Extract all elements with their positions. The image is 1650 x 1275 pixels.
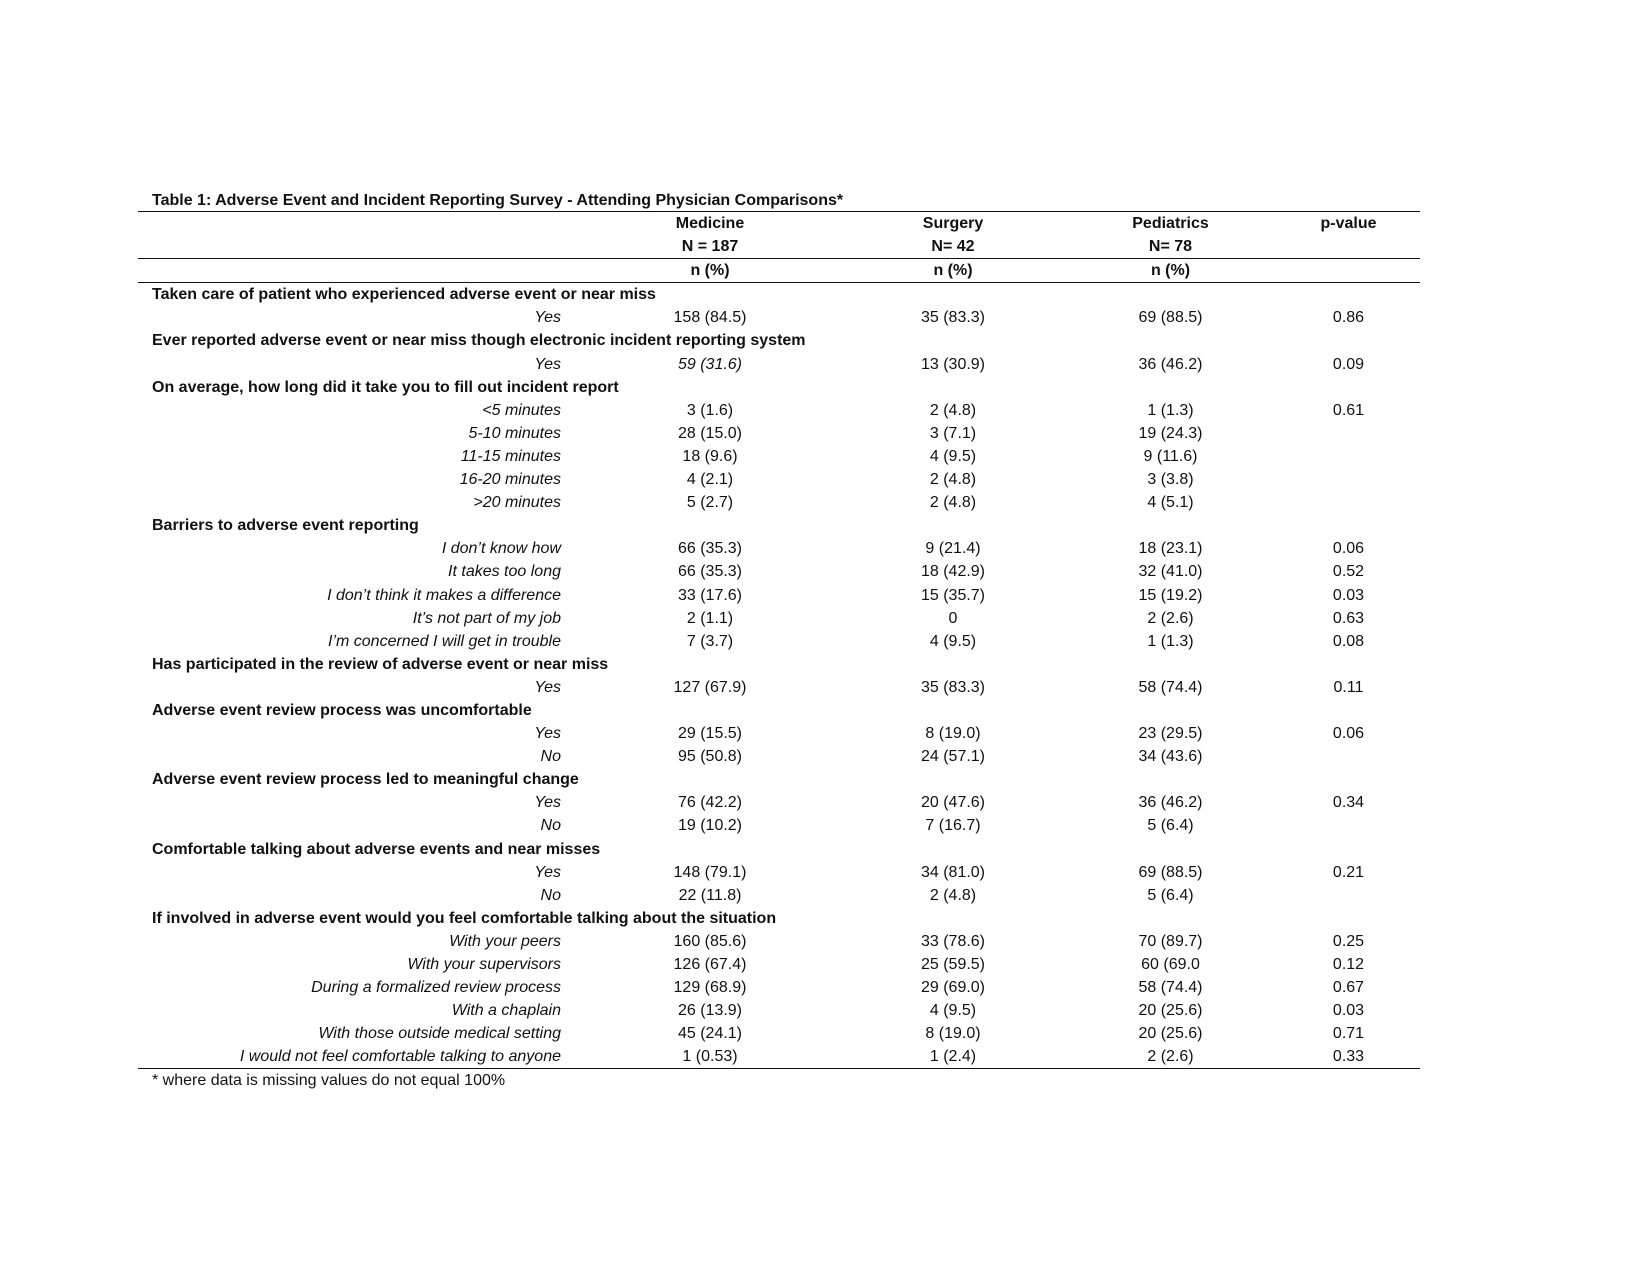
medicine-value: 18 (9.6) (682, 447, 738, 465)
surgery-value: 15 (35.7) (920, 586, 986, 604)
section-heading-row (138, 329, 1420, 352)
pediatrics-value: 69 (88.5) (1138, 863, 1203, 881)
table-row (138, 999, 1420, 1022)
table-row (138, 676, 1420, 699)
medicine-value: 76 (42.2) (677, 794, 743, 812)
pediatrics-value: 32 (41.0) (1138, 563, 1203, 581)
medicine-value: 2 (1.1) (686, 609, 734, 627)
p-value: 0.06 (1332, 725, 1365, 743)
surgery-value: 4 (9.5) (929, 1002, 977, 1020)
row-label: During a formalized review process (311, 979, 561, 997)
table-row (138, 722, 1420, 745)
pediatrics-value: 34 (43.6) (1138, 748, 1203, 766)
surgery-value: 4 (9.5) (929, 447, 977, 465)
header-blank (138, 212, 578, 236)
pediatrics-value: 58 (74.4) (1138, 979, 1203, 997)
pediatrics-value: 60 (69.0 (1141, 956, 1200, 973)
table-row (138, 884, 1420, 907)
section-heading: Barriers to adverse event reporting (152, 517, 419, 535)
section-heading: Adverse event review process was uncomfortable (152, 701, 532, 719)
medicine-value: 95 (50.8) (677, 748, 743, 766)
p-value: 0.08 (1332, 632, 1365, 650)
table-row (138, 560, 1420, 583)
header-surgery-n: N= 42 (931, 238, 975, 256)
medicine-value: 7 (3.7) (686, 632, 734, 650)
pediatrics-value: 15 (19.2) (1138, 586, 1203, 604)
row-label: I would not feel comfortable talking to anyone (138, 1045, 578, 1069)
surgery-value: 2 (4.8) (929, 401, 977, 419)
p-value: 0.71 (1332, 1025, 1365, 1043)
medicine-value: 148 (79.1) (673, 863, 747, 881)
table-footnote: * where data is missing values do not equal 100% (152, 1072, 506, 1090)
row-label: Yes (534, 794, 561, 812)
header-pediatrics: Pediatrics (1064, 212, 1277, 236)
medicine-value: 19 (10.2) (677, 817, 743, 835)
section-heading-row (138, 283, 1420, 307)
medicine-value: 66 (35.3) (677, 563, 743, 581)
p-value: 0.63 (1332, 609, 1365, 627)
pediatrics-value: 9 (11.6) (1143, 447, 1198, 465)
row-label: With your supervisors (407, 956, 561, 973)
medicine-value: 127 (67.9) (673, 678, 747, 696)
p-value: 0.03 (1332, 586, 1365, 604)
row-label: I don’t think it makes a difference (327, 586, 561, 604)
document-page (138, 190, 1420, 1093)
medicine-value: 59 (31.6) (677, 355, 743, 373)
surgery-value: 24 (57.1) (920, 748, 986, 766)
row-label: No (540, 886, 561, 904)
surgery-value: 8 (19.0) (925, 725, 981, 743)
pediatrics-value: 3 (3.8) (1147, 471, 1194, 489)
p-value: 0.06 (1332, 540, 1365, 558)
p-value (1277, 814, 1420, 837)
surgery-value: 3 (7.1) (929, 424, 977, 442)
medicine-value: 160 (85.6) (673, 932, 747, 950)
p-value: 0.67 (1332, 979, 1365, 997)
p-value (1277, 884, 1420, 907)
pediatrics-value: 2 (2.6) (1064, 1045, 1277, 1069)
medicine-value: 28 (15.0) (677, 424, 743, 442)
pediatrics-value: 2 (2.6) (1147, 609, 1194, 627)
table-title: Table 1: Adverse Event and Incident Reporting Survey - Attending Physician Comparisons* (152, 192, 844, 209)
row-label: 5-10 minutes (468, 424, 561, 442)
pediatrics-value: 23 (29.5) (1138, 725, 1203, 743)
header-blank (1277, 259, 1420, 283)
pediatrics-value: 20 (25.6) (1138, 1002, 1203, 1020)
surgery-value: 33 (78.6) (920, 932, 986, 950)
header-medicine-n: N = 187 (681, 238, 739, 256)
table-row (138, 422, 1420, 445)
surgery-value: 2 (4.8) (929, 494, 977, 512)
row-label: <5 minutes (482, 401, 561, 419)
pediatrics-value: 1 (1.3) (1147, 401, 1194, 419)
medicine-value: 45 (24.1) (677, 1025, 743, 1043)
p-value (1277, 491, 1420, 514)
medicine-value: 1 (0.53) (578, 1045, 842, 1069)
p-value: 0.25 (1332, 932, 1365, 950)
table-row (138, 607, 1420, 630)
table-row (138, 861, 1420, 884)
table-row (138, 353, 1420, 376)
p-value: 0.21 (1332, 863, 1365, 881)
table-header (138, 212, 1420, 283)
pediatrics-value: 36 (46.2) (1138, 355, 1203, 373)
section-heading-row (138, 653, 1420, 676)
row-label: Yes (534, 309, 561, 327)
pediatrics-value: 20 (25.6) (1138, 1025, 1203, 1043)
pediatrics-value: 19 (24.3) (1138, 424, 1203, 442)
pediatrics-value: 4 (5.1) (1147, 494, 1194, 512)
section-heading: On average, how long did it take you to fill out incident report (152, 378, 619, 396)
p-value: 0.52 (1332, 563, 1365, 581)
table-row (138, 745, 1420, 768)
row-label: Yes (534, 678, 561, 696)
header-medicine-unit: n (%) (578, 259, 842, 283)
p-value (1277, 468, 1420, 491)
medicine-value: 33 (17.6) (677, 586, 743, 604)
surgery-value: 2 (4.8) (929, 886, 977, 904)
surgery-value: 9 (21.4) (925, 540, 981, 558)
header-row-names (138, 212, 1420, 236)
p-value: 0.11 (1333, 678, 1364, 696)
medicine-value: 158 (84.5) (673, 309, 747, 327)
section-heading-row (138, 514, 1420, 537)
row-label: Yes (534, 355, 561, 373)
table-row (138, 791, 1420, 814)
surgery-value: 8 (19.0) (925, 1025, 981, 1043)
row-label: With those outside medical setting (318, 1025, 561, 1043)
table-row (138, 491, 1420, 514)
pediatrics-value: 36 (46.2) (1138, 794, 1203, 812)
pediatrics-value: 5 (6.4) (1147, 817, 1194, 835)
pediatrics-value: 58 (74.4) (1138, 678, 1203, 696)
table-row (138, 306, 1420, 329)
p-value: 0.33 (1277, 1045, 1420, 1069)
medicine-value: 29 (15.5) (677, 725, 743, 743)
medicine-value: 4 (2.1) (686, 471, 734, 489)
p-value: 0.12 (1332, 956, 1365, 973)
medicine-value: 26 (13.9) (677, 1002, 743, 1020)
row-label: >20 minutes (473, 494, 561, 512)
table-row (138, 537, 1420, 560)
surgery-value: 2 (4.8) (929, 471, 977, 489)
p-value (1277, 422, 1420, 445)
p-value: 0.09 (1332, 355, 1365, 373)
table-row (138, 399, 1420, 422)
section-heading: Adverse event review process led to meaningful change (152, 771, 579, 789)
surgery-value: 35 (83.3) (920, 678, 986, 696)
p-value (1277, 445, 1420, 468)
surgery-value: 13 (30.9) (920, 355, 986, 373)
surgery-value: 34 (81.0) (920, 863, 986, 881)
pediatrics-value: 70 (89.7) (1138, 932, 1203, 950)
row-label: I don’t know how (441, 540, 561, 558)
pediatrics-value: 69 (88.5) (1138, 309, 1203, 327)
medicine-value: 3 (1.6) (686, 401, 734, 419)
row-label: With your peers (449, 932, 561, 950)
surgery-value: 35 (83.3) (920, 309, 986, 327)
row-label: Yes (534, 725, 561, 743)
table-row (138, 814, 1420, 837)
section-heading-row (138, 838, 1420, 861)
pediatrics-value: 18 (23.1) (1138, 540, 1203, 558)
surgery-value: 20 (47.6) (920, 794, 986, 812)
surgery-value: 4 (9.5) (929, 632, 977, 650)
header-blank (1277, 235, 1420, 259)
row-label: Yes (534, 863, 561, 881)
row-label: 16-20 minutes (459, 471, 561, 489)
surgery-value: 1 (2.4) (842, 1045, 1064, 1069)
row-label: It takes too long (448, 563, 561, 581)
table-row (138, 953, 1420, 976)
section-heading: If involved in adverse event would you feel comfortable talking about the situation (152, 909, 777, 927)
section-heading: Ever reported adverse event or near miss though electronic incident reporting system (152, 332, 806, 350)
section-heading: Taken care of patient who experienced adverse event or near miss (152, 286, 656, 304)
row-label: With a chaplain (451, 1002, 561, 1020)
header-medicine: Medicine (578, 212, 842, 236)
section-heading-row (138, 376, 1420, 399)
surgery-value: 18 (42.9) (920, 563, 986, 581)
header-blank (138, 259, 578, 283)
header-surgery-unit: n (%) (842, 259, 1064, 283)
header-row-units (138, 259, 1420, 283)
header-blank (138, 235, 578, 259)
header-surgery: Surgery (842, 212, 1064, 236)
row-label: No (540, 748, 561, 766)
p-value: 0.03 (1332, 1002, 1365, 1020)
surgery-value: 7 (16.7) (925, 817, 981, 835)
results-table (138, 211, 1420, 1069)
row-label: 11-15 minutes (460, 447, 561, 465)
row-label: I’m concerned I will get in trouble (328, 632, 561, 650)
section-heading: Comfortable talking about adverse events and near misses (152, 840, 601, 858)
section-heading-row (138, 768, 1420, 791)
table-row (138, 468, 1420, 491)
surgery-value: 25 (59.5) (920, 956, 986, 973)
p-value: 0.61 (1332, 401, 1365, 419)
table-row (138, 930, 1420, 953)
section-heading: Has participated in the review of adverse event or near miss (152, 655, 609, 673)
row-label: It’s not part of my job (412, 609, 561, 627)
p-value: 0.86 (1332, 309, 1365, 327)
header-pediatrics-unit: n (%) (1064, 259, 1277, 283)
medicine-value: 5 (2.7) (686, 494, 734, 512)
header-pvalue: p-value (1277, 212, 1420, 236)
table-row (138, 584, 1420, 607)
table-row (138, 445, 1420, 468)
header-pediatrics-n: N= 78 (1148, 238, 1193, 256)
section-heading-row (138, 907, 1420, 930)
table-body (138, 283, 1420, 1069)
medicine-value: 22 (11.8) (678, 886, 742, 904)
table-row (138, 630, 1420, 653)
pediatrics-value: 1 (1.3) (1147, 632, 1194, 650)
table-row (138, 1045, 1420, 1069)
medicine-value: 66 (35.3) (677, 540, 743, 558)
table-row (138, 1022, 1420, 1045)
table-row (138, 976, 1420, 999)
p-value: 0.34 (1332, 794, 1365, 812)
medicine-value: 129 (68.9) (673, 979, 747, 997)
surgery-value: 29 (69.0) (920, 979, 986, 997)
row-label: No (540, 817, 561, 835)
header-row-n (138, 235, 1420, 259)
surgery-value: 0 (948, 609, 958, 627)
p-value (1277, 745, 1420, 768)
section-heading-row (138, 699, 1420, 722)
medicine-value: 126 (67.4) (673, 956, 747, 973)
pediatrics-value: 5 (6.4) (1147, 886, 1194, 904)
